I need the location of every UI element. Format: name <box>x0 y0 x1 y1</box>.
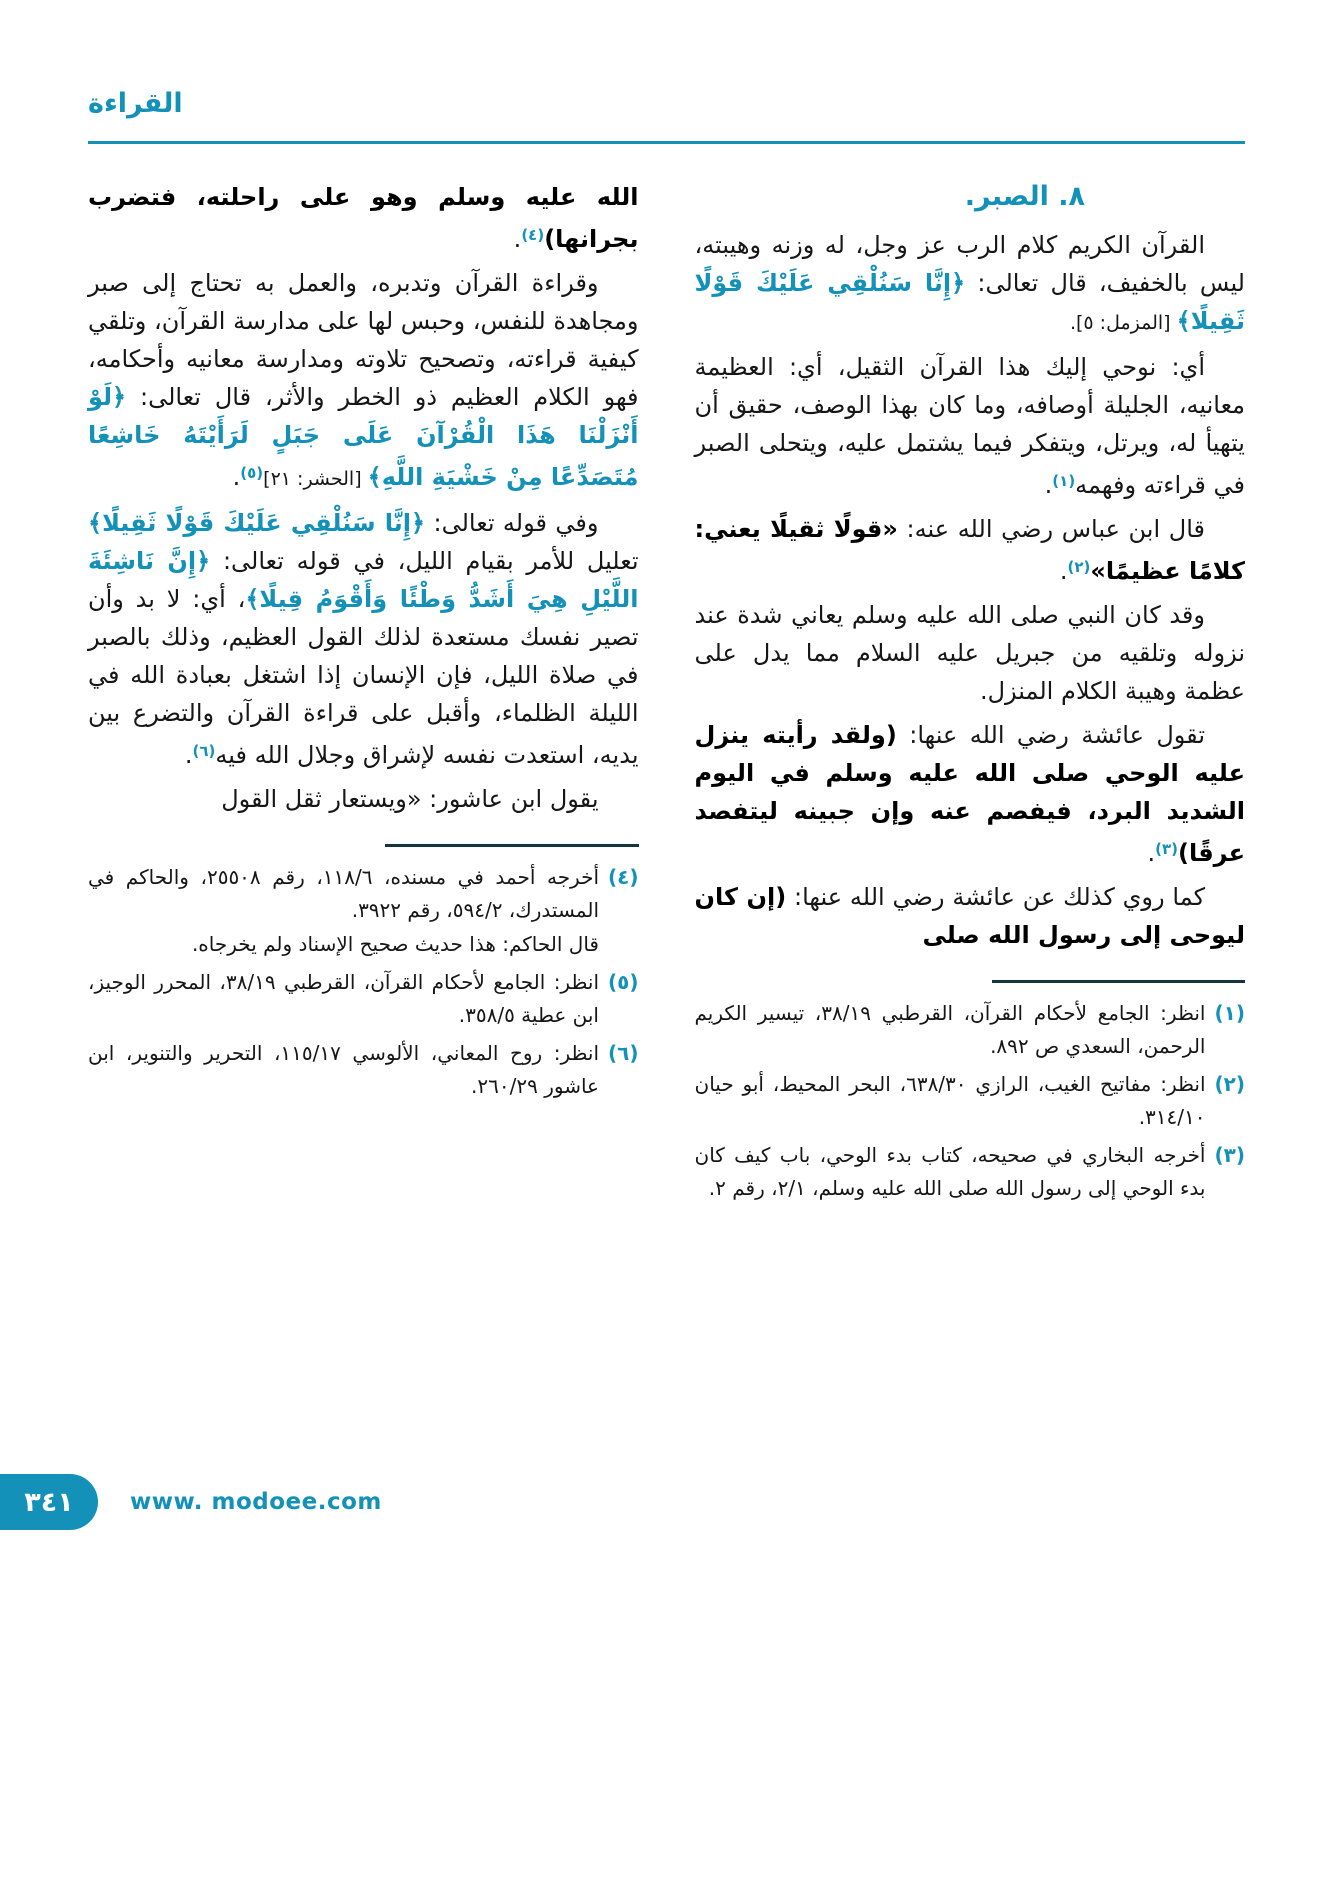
text-segment: . <box>513 225 522 253</box>
verse-citation: [الحشر: ٢١] <box>263 468 368 490</box>
paragraph <box>695 226 1246 342</box>
footnote-number: (١) <box>1214 1001 1245 1025</box>
footnote-text-line: أخرجه البخاري في صحيحه، كتاب بدء الوحي، باب كيف كان بدء الوحي إلى رسول الله صلى الله عليه وسلم، ٢/١، رقم ٢. <box>694 1143 1206 1200</box>
footnote-ref: (٥) <box>240 464 264 482</box>
footnote-text-line: انظر: الجامع لأحكام القرآن، القرطبي ٣٨/١٩، المحرر الوجيز، ابن عطية ٣٥٨/٥. <box>88 970 599 1027</box>
footnote-ref: (٢) <box>1067 558 1091 576</box>
text-segment: أي: نوحي إليك هذا القرآن الثقيل، أي: العظيمة معانيه، الجليلة أوصافه، وما كان بهذا الوصف، حقيق أن يتهيأ له، ويرتل، ويتفكر فيما يشتمل عليه، ويتحلى الصبر في قراءته وفهمه <box>694 353 1245 499</box>
quran-verse: ﴿إِنَّ نَاشِئَةَ اللَّيْلِ هِيَ أَشَدُّ وَطْئًا وَأَقْوَمُ قِيلًا﴾ <box>88 547 639 613</box>
header-rule <box>88 141 1245 144</box>
paragraph <box>88 780 639 818</box>
text-segment: تعليل للأمر بقيام الليل، في قوله تعالى: <box>210 547 639 575</box>
footnote-text-line: انظر: الجامع لأحكام القرآن، القرطبي ٣٨/١٩، تيسير الكريم الرحمن، السعدي ص ٨٩٢. <box>694 1001 1206 1058</box>
text-segment: ٨. الصبر. <box>964 181 1085 212</box>
footnotes-right <box>695 997 1246 1205</box>
page-number-badge <box>0 1474 98 1530</box>
footnote-separator <box>385 844 638 847</box>
column-left-body <box>88 178 639 818</box>
text-segment: . <box>232 463 241 491</box>
footnotes-left <box>88 861 639 1103</box>
footnote-text <box>88 1037 599 1103</box>
column-right-body <box>695 178 1246 954</box>
footnote <box>88 1037 639 1103</box>
text-segment: وقد كان النبي صلى الله عليه وسلم يعاني شدة عند نزوله وتلقيه من جبريل عليه السلام مما يدل على عظمة وهيبة الكلام المنزل. <box>694 601 1245 705</box>
verse-citation: [المزمل: ٥]. <box>1069 312 1177 334</box>
footnote-text <box>695 997 1206 1063</box>
quran-verse: ﴿لَوْ أَنْزَلْنَا هَذَا الْقُرْآنَ عَلَى جَبَلٍ لَرَأَيْتَهُ خَاشِعًا مُتَصَدِّعًا مِنْ خَشْيَةِ اللَّهِ﴾ <box>88 383 639 491</box>
quoted-text: «قولًا ثقيلًا يعني: كلامًا عظيمًا» <box>694 515 1245 585</box>
text-segment: ، أي: لا بد وأن تصير نفسك مستعدة لذلك القول العظيم، وذلك بالصبر في صلاة الليل، فإن الإنسان إذا اشتغل بعبادة الله في الليلة الظلماء، وأقبل على قراءة القرآن والتضرع بين يديه، استعدت نفسه لإشراق وجلال الله فيه <box>88 585 639 769</box>
text-segment: القرآن الكريم كلام الرب عز وجل، له وزنه وهيبته، ليس بالخفيف، قال تعالى: <box>694 231 1245 297</box>
column-left <box>88 178 639 1108</box>
footnote-ref: (٦) <box>192 742 216 760</box>
section-heading <box>695 178 1246 216</box>
quran-verse: ﴿إِنَّا سَنُلْقِي عَلَيْكَ قَوْلًا ثَقِيلًا﴾ <box>88 509 426 537</box>
text-segment: وفي قوله تعالى: <box>425 509 599 537</box>
quran-verse: ﴿إِنَّا سَنُلْقِي عَلَيْكَ قَوْلًا ثَقِيلًا﴾ <box>694 269 1245 335</box>
text-segment: . <box>1044 471 1053 499</box>
paragraph <box>695 348 1246 504</box>
footnote-extra-line: قال الحاكم: هذا حديث صحيح الإسناد ولم يخرجاه. <box>191 932 599 956</box>
running-header <box>88 88 183 119</box>
footnote-ref: (٣) <box>1155 840 1178 858</box>
footnote-number: (٣) <box>1214 1143 1245 1167</box>
footnote <box>695 1139 1246 1205</box>
paragraph <box>695 596 1246 710</box>
text-segment: يقول ابن عاشور: «ويستعار ثقل القول <box>221 785 599 813</box>
text-segment: . <box>1147 839 1156 867</box>
footnote <box>695 997 1246 1063</box>
column-right <box>695 178 1246 1210</box>
footnote-number: (٢) <box>1214 1072 1245 1096</box>
footnote-ref: (١) <box>1052 472 1076 490</box>
footnote-separator <box>992 980 1245 983</box>
text-segment: وقراءة القرآن وتدبره، والعمل به تحتاج إلى صبر ومجاهدة للنفس، وحبس لها على مدارسة القرآن، وتلقي كيفية قراءته، وتصحيح تلاوته ومدارسة معانيه وأحكامه، فهو الكلام العظيم ذو الخطر والأثر، قال تعالى: <box>88 269 639 411</box>
footnote-text-line: انظر: روح المعاني، الألوسي ١١٥/١٧، التحرير والتنوير، ابن عاشور ٢٦٠/٢٩. <box>88 1041 600 1098</box>
page-number: ٣٤١ <box>24 1486 74 1518</box>
quoted-text: الله عليه وسلم وهو على راحلته، فتضرب بجرانها) <box>88 183 639 253</box>
paragraph <box>695 716 1246 872</box>
footnote-number: (٦) <box>608 1041 639 1065</box>
footnote-text-line: أخرجه أحمد في مسنده، ١١٨/٦، رقم ٢٥٥٠٨، والحاكم في المستدرك، ٥٩٤/٢، رقم ٣٩٢٢. <box>88 865 600 922</box>
text-segment: . <box>1059 557 1068 585</box>
header-title: القراءة <box>88 88 183 119</box>
footnote-text <box>88 966 599 1032</box>
text-segment: كما روي كذلك عن عائشة رضي الله عنها: <box>786 883 1205 911</box>
footnote <box>88 966 639 1032</box>
paragraph <box>695 510 1246 590</box>
footnote-text <box>695 1139 1206 1205</box>
quoted-text: (ولقد رأيته ينزل عليه الوحي صلى الله عليه وسلم في اليوم الشديد البرد، فيفصم عنه وإن جبينه ليتفصد عرقًا) <box>694 721 1245 867</box>
paragraph <box>88 178 639 258</box>
footnote <box>695 1068 1246 1134</box>
paragraph <box>695 878 1246 954</box>
text-columns <box>88 178 1245 1210</box>
text-segment: تقول عائشة رضي الله عنها: <box>896 721 1206 749</box>
footnote-number: (٥) <box>608 970 639 994</box>
website-text: www. modoee.com <box>130 1489 382 1515</box>
paragraph <box>88 504 639 774</box>
footnote-text <box>88 861 599 961</box>
footnote-text <box>695 1068 1206 1134</box>
quoted-text: (إن كان ليوحى إلى رسول الله صلى <box>694 883 1245 949</box>
footnote <box>88 861 639 961</box>
paragraph <box>88 264 639 498</box>
footnote-ref: (٤) <box>521 226 545 244</box>
text-segment: قال ابن عباس رضي الله عنه: <box>897 515 1205 543</box>
text-segment: . <box>184 741 193 769</box>
footnote-number: (٤) <box>608 865 639 889</box>
footnote-text-line: انظر: مفاتيح الغيب، الرازي ٦٣٨/٣٠، البحر المحيط، أبو حيان ٣١٤/١٠. <box>694 1072 1206 1129</box>
